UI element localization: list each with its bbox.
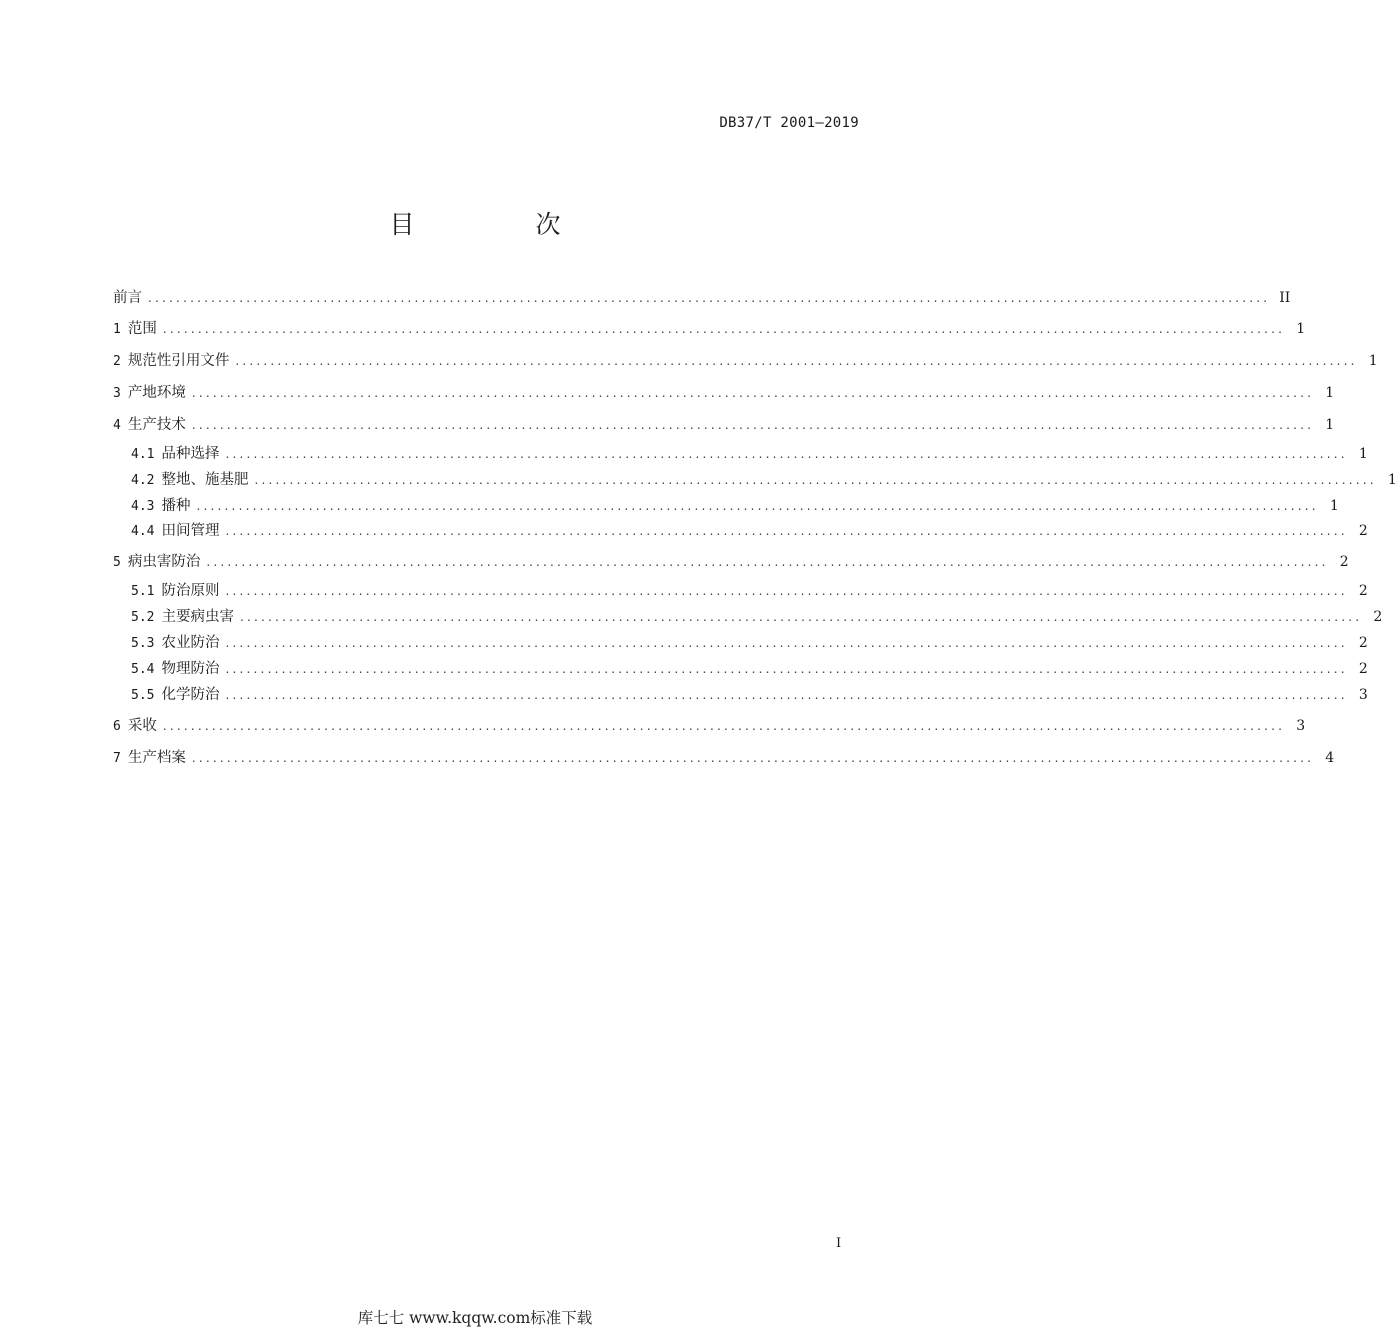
- toc-entry-page: 2: [1358, 523, 1368, 540]
- dot-leader: ................................................................................................................................................................: [225, 687, 1348, 702]
- toc-entry[interactable]: [113, 382, 1335, 405]
- toc-entry-page: 2: [1358, 660, 1368, 677]
- toc-entry-label: [131, 469, 248, 492]
- toc-entry-page: 4: [1325, 749, 1335, 766]
- toc-entry-number: 5: [113, 555, 121, 571]
- toc-entry-text: 主要病虫害: [161, 609, 234, 626]
- toc-entry[interactable]: [113, 551, 1349, 574]
- toc-entry[interactable]: [113, 469, 1397, 492]
- toc-entry-page: 1: [1368, 353, 1378, 369]
- toc-entry[interactable]: [113, 658, 1368, 681]
- dot-leader: ................................................................................................................................................................: [225, 661, 1348, 676]
- toc-entry-page: 1: [1325, 385, 1335, 401]
- dot-leader: ................................................................................................................................................................: [206, 555, 1329, 570]
- toc-entry-page: 2: [1358, 583, 1368, 600]
- dot-leader: ................................................................................................................................................................: [239, 610, 1363, 625]
- toc-entry-label: [131, 658, 219, 681]
- toc-entry-text: 防治原则: [161, 583, 220, 600]
- toc-entry[interactable]: [113, 715, 1306, 738]
- dot-leader: ................................................................................................................................................................: [162, 322, 1286, 336]
- toc-entry-label: [131, 520, 219, 543]
- toc-entry-number: 5.5: [131, 687, 155, 703]
- toc-entry[interactable]: [113, 318, 1306, 341]
- dot-leader: ................................................................................................................................................................: [162, 718, 1286, 733]
- table-of-contents: [113, 287, 1397, 779]
- toc-entry-label: [113, 551, 200, 574]
- dot-leader: ................................................................................................................................................................: [225, 635, 1348, 650]
- toc-entry-number: 5.2: [131, 610, 155, 626]
- toc-entry-label: [131, 580, 219, 603]
- toc-entry-text: 前言: [113, 290, 142, 306]
- dot-leader: ................................................................................................................................................................: [254, 472, 1377, 487]
- toc-entry-text: 农业防治: [161, 634, 220, 651]
- toc-entry-label: [113, 715, 157, 738]
- toc-entry-label: [113, 287, 142, 309]
- toc-entry[interactable]: [113, 350, 1378, 373]
- toc-entry-number: 3: [113, 386, 121, 401]
- dot-leader: ................................................................................................................................................................: [225, 584, 1348, 599]
- dot-leader: ................................................................................................................................................................: [225, 447, 1348, 461]
- toc-entry-label: [131, 606, 234, 629]
- toc-entry-page: 2: [1358, 634, 1368, 651]
- toc-entry-text: 播种: [161, 497, 191, 514]
- dot-leader: ................................................................................................................................................................: [225, 524, 1348, 539]
- toc-entry-number: 6: [113, 718, 121, 734]
- toc-entry-page: II: [1279, 290, 1291, 306]
- toc-entry[interactable]: [113, 414, 1335, 437]
- toc-entry-text: 病虫害防治: [127, 554, 201, 571]
- dot-leader: ................................................................................................................................................................: [191, 750, 1315, 765]
- toc-entry-page: 3: [1358, 686, 1368, 703]
- toc-entry-label: [131, 443, 219, 466]
- toc-entry-page: 1: [1387, 471, 1397, 488]
- standard-code: DB37/T 2001—2019: [719, 115, 859, 131]
- toc-entry-number: 4.2: [131, 472, 155, 488]
- toc-entry-label: [113, 318, 157, 341]
- toc-entry-page: 1: [1296, 321, 1306, 337]
- dot-leader: ................................................................................................................................................................: [148, 291, 1271, 305]
- toc-entry[interactable]: [113, 632, 1368, 655]
- toc-entry-page: 1: [1358, 446, 1368, 462]
- toc-entry[interactable]: [113, 520, 1368, 543]
- toc-entry[interactable]: [113, 287, 1291, 309]
- footer-watermark: 库七七 www.kqqw.com标准下载: [357, 1309, 593, 1327]
- page-number: I: [836, 1236, 842, 1251]
- toc-entry-number: 1: [113, 322, 121, 337]
- toc-entry[interactable]: [113, 606, 1383, 629]
- toc-entry[interactable]: [113, 495, 1339, 518]
- toc-entry-label: [113, 350, 229, 373]
- toc-entry-number: 2: [113, 354, 121, 369]
- dot-leader: ................................................................................................................................................................: [191, 386, 1315, 400]
- toc-entry-label: [131, 684, 219, 707]
- toc-entry-label: [113, 382, 186, 405]
- toc-entry-text: 化学防治: [161, 686, 220, 703]
- toc-entry-text: 生产技术: [127, 417, 186, 433]
- toc-entry-number: 4.1: [131, 447, 155, 462]
- toc-entry[interactable]: [113, 580, 1368, 603]
- toc-entry[interactable]: [113, 443, 1368, 466]
- toc-entry-label: [113, 747, 186, 770]
- toc-entry-text: 品种选择: [161, 446, 220, 462]
- toc-entry-page: 2: [1339, 554, 1349, 571]
- toc-entry-number: 7: [113, 750, 121, 766]
- dot-leader: ................................................................................................................................................................: [235, 354, 1358, 368]
- toc-entry-label: [131, 495, 190, 518]
- toc-entry-number: 4: [113, 418, 121, 433]
- toc-entry-number: 5.4: [131, 661, 155, 677]
- toc-entry-page: 3: [1296, 717, 1306, 734]
- toc-entry-label: [113, 414, 186, 437]
- toc-entry-text: 规范性引用文件: [127, 353, 230, 369]
- toc-entry[interactable]: [113, 684, 1368, 707]
- toc-entry-number: 4.4: [131, 524, 155, 540]
- toc-entry-text: 范围: [127, 321, 157, 337]
- dot-leader: ................................................................................................................................................................: [196, 498, 1319, 513]
- toc-entry-page: 1: [1325, 417, 1335, 433]
- page-title: 目 次: [389, 210, 609, 239]
- toc-entry-page: 2: [1373, 609, 1383, 626]
- toc-entry-text: 物理防治: [161, 660, 220, 677]
- toc-entry-number: 5.3: [131, 635, 155, 651]
- toc-entry-text: 生产档案: [127, 749, 186, 766]
- toc-entry-text: 产地环境: [127, 385, 186, 401]
- toc-entry-label: [131, 632, 219, 655]
- dot-leader: ................................................................................................................................................................: [191, 418, 1315, 432]
- toc-entry-text: 整地、施基肥: [161, 471, 249, 488]
- toc-entry-number: 5.1: [131, 584, 155, 600]
- toc-entry[interactable]: [113, 747, 1335, 770]
- toc-entry-page: 1: [1329, 497, 1339, 514]
- toc-entry-number: 4.3: [131, 498, 155, 514]
- toc-entry-text: 田间管理: [161, 523, 220, 540]
- toc-entry-text: 采收: [127, 717, 157, 734]
